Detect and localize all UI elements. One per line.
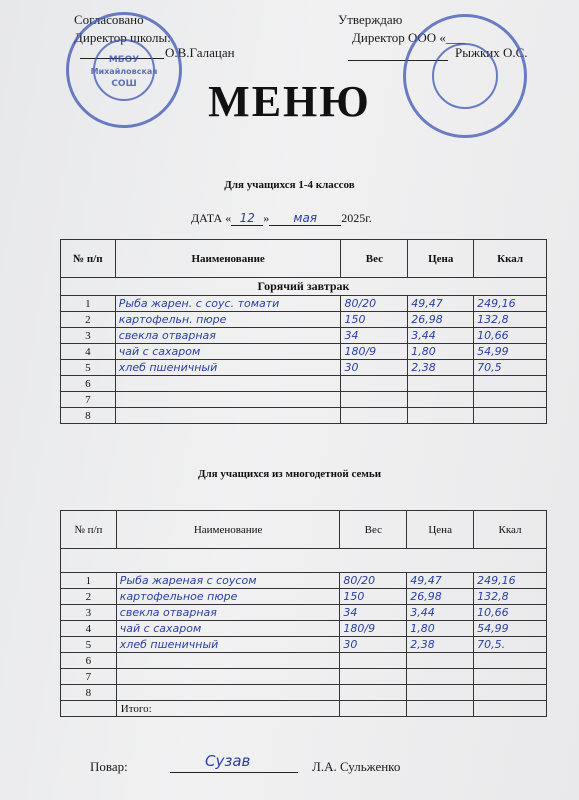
dish-name <box>116 653 340 669</box>
dish-weight <box>341 392 408 408</box>
cook-signature-line <box>170 772 298 773</box>
menu-date <box>191 211 372 226</box>
approved-name: Рыжких О.С. <box>455 45 528 60</box>
dish-price: 3,44 <box>408 328 474 344</box>
dish-weight: 34 <box>340 605 407 621</box>
approved-role: Директор ООО «___ <box>352 30 466 45</box>
dish-kcal: 10,66 <box>474 328 547 344</box>
section1-subtitle: Для учащихся 1-4 классов <box>224 179 355 191</box>
page-title: МЕНЮ <box>208 77 371 126</box>
date-day: 12 <box>231 211 263 226</box>
col-price: Цена <box>408 240 474 278</box>
dish-price <box>407 685 474 701</box>
row-number: 7 <box>61 669 117 685</box>
cook-signature: Сузав <box>205 752 251 770</box>
dish-weight <box>341 408 408 424</box>
menu-table-2 <box>60 510 547 717</box>
approved-label: Утверждаю <box>338 12 403 27</box>
row-number: 5 <box>61 360 116 376</box>
col-price: Цена <box>407 511 474 549</box>
table-row <box>61 669 547 685</box>
dish-weight <box>340 669 407 685</box>
dish-price: 2,38 <box>408 360 474 376</box>
row-number: 8 <box>61 408 116 424</box>
row-number: 7 <box>61 392 116 408</box>
col-kcal: Ккал <box>474 240 547 278</box>
dish-weight: 150 <box>340 589 407 605</box>
date-prefix: ДАТА « <box>191 211 232 225</box>
dish-kcal <box>474 685 547 701</box>
dish-kcal <box>474 669 547 685</box>
dish-price: 3,44 <box>407 605 474 621</box>
col-weight: Вес <box>340 511 407 549</box>
date-year: 2025г. <box>341 211 372 225</box>
dish-kcal: 132,8 <box>474 589 547 605</box>
row-number: 5 <box>61 637 117 653</box>
dish-price <box>408 376 474 392</box>
dish-weight <box>340 653 407 669</box>
menu-table-1 <box>60 239 547 424</box>
dish-price <box>408 392 474 408</box>
col-number: № п/п <box>61 240 116 278</box>
date-month: мая <box>269 211 341 226</box>
row-number: 3 <box>61 328 116 344</box>
table2-header-row <box>61 511 547 549</box>
table-row <box>61 653 547 669</box>
meal-label: Горячий завтрак <box>61 278 547 296</box>
school-stamp: МБОУ Михайловская СОШ <box>66 12 182 128</box>
dish-name <box>115 408 341 424</box>
table-row <box>61 573 547 589</box>
table-row <box>61 296 547 312</box>
agreed-label: Согласовано <box>74 12 144 27</box>
table-row <box>61 605 547 621</box>
row-number: 8 <box>61 685 117 701</box>
table-row <box>61 360 547 376</box>
dish-price <box>408 408 474 424</box>
dish-weight: 80/20 <box>340 573 407 589</box>
dish-kcal: 70,5. <box>474 637 547 653</box>
table-row <box>61 685 547 701</box>
dish-kcal: 54,99 <box>474 621 547 637</box>
section2-subtitle: Для учащихся из многодетной семьи <box>197 468 382 480</box>
row-number: 2 <box>61 589 117 605</box>
agreed-name: О.В.Галацан <box>165 45 235 60</box>
dish-price <box>407 653 474 669</box>
dish-weight: 180/9 <box>341 344 408 360</box>
row-number: 3 <box>61 605 117 621</box>
table1-header-row <box>61 240 547 278</box>
dish-weight: 150 <box>341 312 408 328</box>
dish-name: чай с сахаром <box>115 344 341 360</box>
table-row <box>61 376 547 392</box>
table-row <box>61 312 547 328</box>
col-weight: Вес <box>341 240 408 278</box>
table-row <box>61 637 547 653</box>
table-row <box>61 392 547 408</box>
row-number: 6 <box>61 653 117 669</box>
dish-kcal <box>474 408 547 424</box>
dish-name: хлеб пшеничный <box>116 637 340 653</box>
dish-weight: 30 <box>340 637 407 653</box>
dish-price: 49,47 <box>408 296 474 312</box>
dish-name <box>116 669 340 685</box>
dish-name: свекла отварная <box>115 328 341 344</box>
row-number: 1 <box>61 296 116 312</box>
col-name: Наименование <box>115 240 341 278</box>
table-row <box>61 589 547 605</box>
date-mid: » <box>263 211 270 225</box>
col-number: № п/п <box>61 511 117 549</box>
dish-name <box>115 376 341 392</box>
dish-weight: 80/20 <box>341 296 408 312</box>
dish-name: картофельное пюре <box>116 589 340 605</box>
dish-name: чай с сахаром <box>116 621 340 637</box>
dish-kcal <box>474 653 547 669</box>
dish-kcal: 132,8 <box>474 312 547 328</box>
dish-weight <box>340 685 407 701</box>
dish-weight: 34 <box>341 328 408 344</box>
dish-name <box>115 392 341 408</box>
dish-kcal <box>474 392 547 408</box>
dish-kcal: 54,99 <box>474 344 547 360</box>
row-number: 2 <box>61 312 116 328</box>
row-number: 4 <box>61 344 116 360</box>
dish-name: Рыба жарен. с соус. томати <box>115 296 341 312</box>
row-number: 6 <box>61 376 116 392</box>
dish-name: картофельн. пюре <box>115 312 341 328</box>
dish-price: 1,80 <box>407 621 474 637</box>
dish-weight: 30 <box>341 360 408 376</box>
blank-row <box>61 549 547 573</box>
col-name: Наименование <box>116 511 340 549</box>
dish-name: хлеб пшеничный <box>115 360 341 376</box>
total-label: Итого: <box>116 701 340 717</box>
dish-name: свекла отварная <box>116 605 340 621</box>
dish-price <box>407 669 474 685</box>
row-number: 1 <box>61 573 117 589</box>
dish-price: 26,98 <box>407 589 474 605</box>
dish-price: 49,47 <box>407 573 474 589</box>
dish-name: Рыба жареная с соусом <box>116 573 340 589</box>
meal-row <box>61 278 547 296</box>
dish-kcal: 249,16 <box>474 573 547 589</box>
cook-label: Повар: <box>90 759 128 774</box>
dish-price: 1,80 <box>408 344 474 360</box>
dish-weight: 180/9 <box>340 621 407 637</box>
row-number: 4 <box>61 621 117 637</box>
col-kcal: Ккал <box>474 511 547 549</box>
table-row <box>61 408 547 424</box>
dish-kcal: 70,5 <box>474 360 547 376</box>
dish-price: 26,98 <box>408 312 474 328</box>
agreed-role: Директор школы: <box>74 30 171 45</box>
dish-weight <box>341 376 408 392</box>
dish-kcal <box>474 376 547 392</box>
table-row <box>61 344 547 360</box>
cook-name: Л.А. Сульженко <box>312 759 401 774</box>
table-row <box>61 621 547 637</box>
table-row <box>61 328 547 344</box>
dish-kcal: 249,16 <box>474 296 547 312</box>
dish-kcal: 10,66 <box>474 605 547 621</box>
dish-price: 2,38 <box>407 637 474 653</box>
dish-name <box>116 685 340 701</box>
total-row <box>61 701 547 717</box>
